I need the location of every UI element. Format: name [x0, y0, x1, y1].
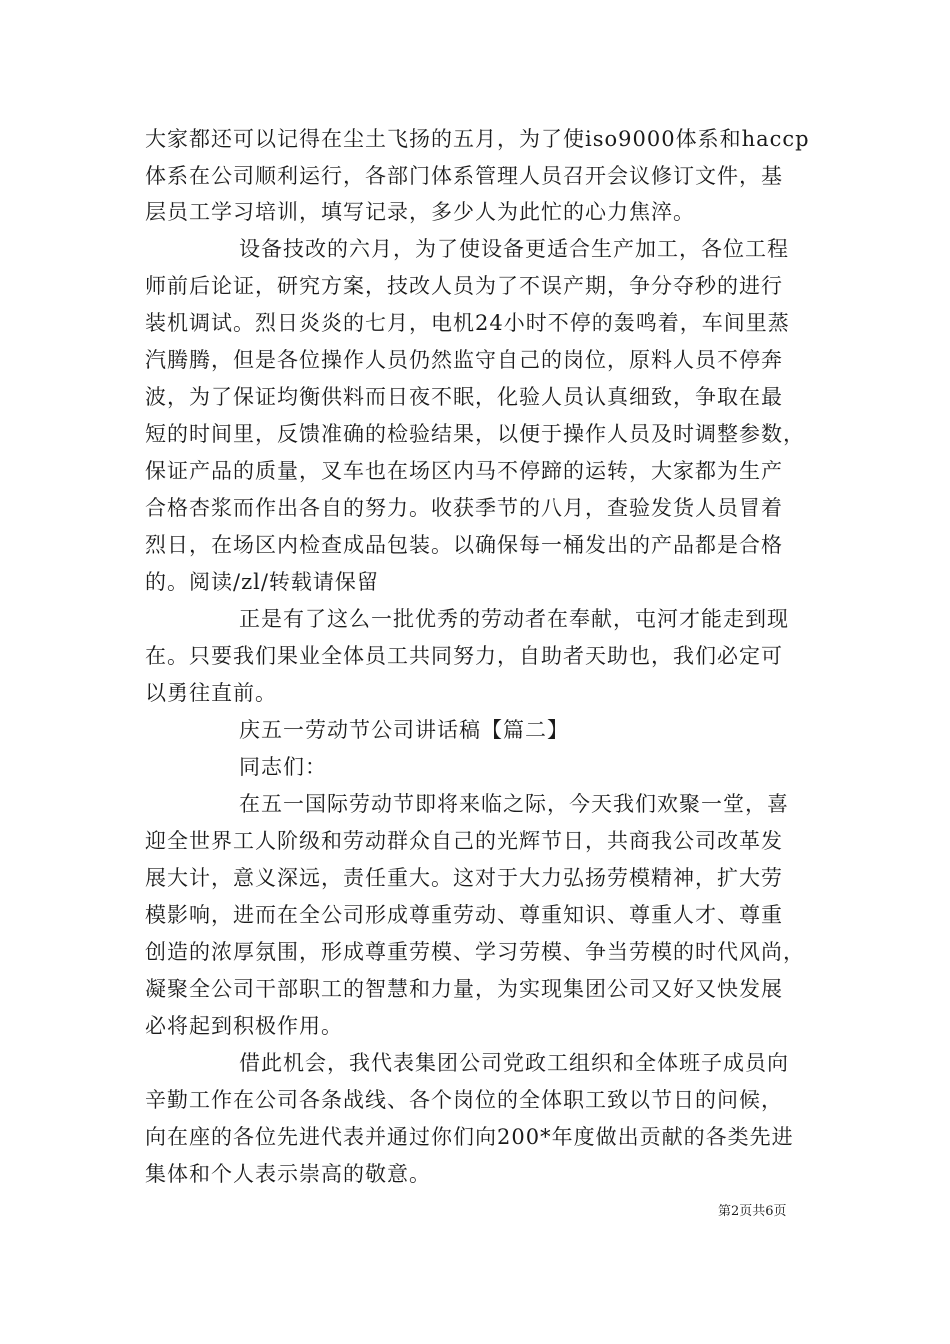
- text-line: 师前后论证，研究方案，技改人员为了不误产期，争分夺秒的进行: [145, 274, 783, 298]
- text-line: 层员工学习培训，填写记录，多少人为此忙的心力焦淬。: [145, 200, 695, 224]
- text-line: 烈日，在场区内检查成品包装。以确保每一桶发出的产品都是合格: [145, 533, 783, 557]
- text-line: 的。阅读/zl/转载请保留: [145, 570, 379, 594]
- salutation: 同志们：: [239, 755, 327, 779]
- paragraph-first-line: 借此机会，我代表集团公司党政工组织和全体班子成员向: [239, 1051, 789, 1075]
- text-line: 合格杏浆而作出各自的努力。收获季节的八月，查验发货人员冒着: [145, 496, 783, 520]
- text-line: 装机调试。烈日炎炎的七月，电机24小时不停的轰鸣着，车间里蒸: [145, 311, 790, 335]
- paragraph-first-line: 在五一国际劳动节即将来临之际，今天我们欢聚一堂，喜: [239, 792, 789, 816]
- text-line: 展大计，意义深远，责任重大。这对于大力弘扬劳模精神，扩大劳: [145, 866, 783, 890]
- text-line: 短的时间里，反馈准确的检验结果，以便于操作人员及时调整参数，: [145, 422, 805, 446]
- text-line: 汽腾腾，但是各位操作人员仍然监守自己的岗位，原料人员不停奔: [145, 348, 783, 372]
- text-line: 在。只要我们果业全体员工共同努力，自助者天助也，我们必定可: [145, 644, 783, 668]
- text-line: 以勇往直前。: [145, 681, 277, 705]
- text-line: 集体和个人表示崇高的敬意。: [145, 1162, 431, 1186]
- text-line: 向在座的各位先进代表并通过你们向200*年度做出贡献的各类先进: [145, 1125, 794, 1149]
- text-line: 保证产品的质量，叉车也在场区内马不停蹄的运转，大家都为生产: [145, 459, 783, 483]
- text-line: 辛勤工作在公司各条战线、各个岗位的全体职工致以节日的问候，: [145, 1088, 783, 1112]
- text-line: 大家都还可以记得在尘土飞扬的五月，为了使iso9000体系和haccp: [145, 127, 810, 151]
- paragraph-first-line: 设备技改的六月，为了使设备更适合生产加工，各位工程: [239, 237, 789, 261]
- text-line: 创造的浓厚氛围，形成尊重劳模、学习劳模、争当劳模的时代风尚，: [145, 940, 805, 964]
- section-heading: 庆五一劳动节公司讲话稿【篇二】: [239, 718, 569, 742]
- text-line: 必将起到积极作用。: [145, 1014, 343, 1038]
- page-number-footer: 第2页共6页: [718, 1204, 787, 1219]
- text-line: 模影响，进而在全公司形成尊重劳动、尊重知识、尊重人才、尊重: [145, 903, 783, 927]
- text-line: 迎全世界工人阶级和劳动群众自己的光辉节日，共商我公司改革发: [145, 829, 783, 853]
- text-line: 波，为了保证均衡供料而日夜不眠，化验人员认真细致，争取在最: [145, 385, 783, 409]
- text-line: 凝聚全公司干部职工的智慧和力量，为实现集团公司又好又快发展: [145, 977, 783, 1001]
- text-line: 体系在公司顺利运行，各部门体系管理人员召开会议修订文件，基: [145, 164, 783, 188]
- paragraph-first-line: 正是有了这么一批优秀的劳动者在奉献，屯河才能走到现: [239, 607, 789, 631]
